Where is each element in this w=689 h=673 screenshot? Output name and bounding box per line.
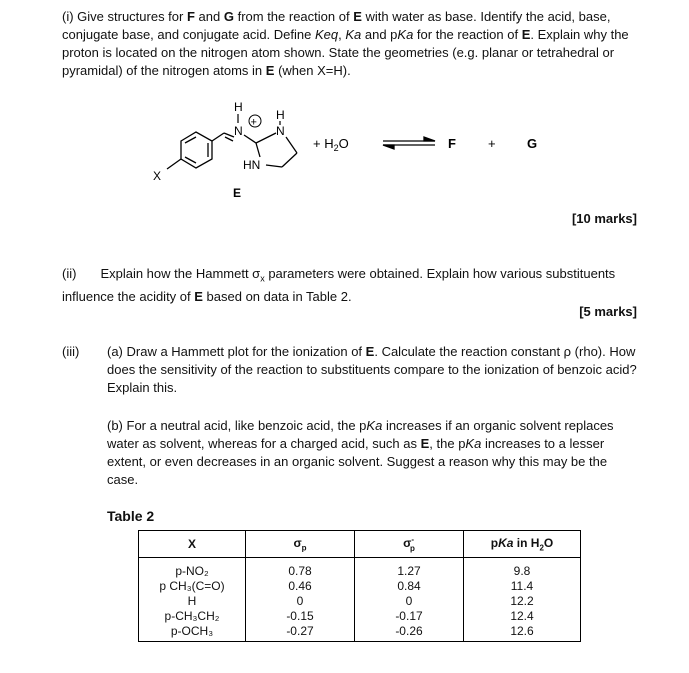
table-cell: 0.84 [397, 579, 421, 593]
table-title: Table 2 [107, 508, 155, 524]
table-cell: p-OCH₃ [170, 624, 214, 638]
table-body-row [139, 558, 581, 642]
label-E: E [265, 63, 275, 78]
label-E: E [521, 27, 531, 42]
question-iii-a-text [107, 343, 637, 397]
marks-ii: [5 marks] [579, 304, 637, 319]
table-cell: 1.27 [397, 564, 421, 578]
atom-h-right: H [276, 108, 285, 122]
charge-plus: + [250, 116, 257, 129]
atom-n-right: N [276, 124, 285, 138]
pka-term: Ka [397, 27, 414, 42]
ka-term: Ka [345, 27, 362, 42]
column-x-values [139, 558, 246, 642]
label-E: E [353, 9, 362, 24]
bond-x [167, 159, 181, 169]
keq-term: Keq [314, 27, 339, 42]
table-cell: p-NO₂ [175, 564, 209, 578]
table-cell: -0.26 [395, 624, 423, 638]
reaction-scheme [0, 85, 689, 295]
q1-text-and: and [194, 9, 224, 24]
question-iii-b-text [107, 417, 637, 489]
question-i-text [62, 8, 642, 80]
bond-n-c [244, 135, 256, 143]
q2-number: (ii) [62, 266, 77, 281]
q1-text-2: from the reaction of [233, 9, 354, 24]
q3b-text-1: (b) For a neutral acid, like benzoic acid, the p [107, 418, 367, 433]
label-E: E [194, 288, 203, 304]
q2-text-2: parameters were obtained. Explain how various substituents influence the acidity of [62, 266, 616, 304]
table-cell: p CH₃(C=O) [159, 579, 225, 593]
atom-h-top: H [234, 100, 243, 114]
table-cell: 11.4 [510, 579, 534, 593]
column-pka [464, 558, 581, 642]
plus-products: + [488, 136, 496, 151]
table-cell: 9.8 [513, 564, 531, 578]
table-cell: 12.6 [510, 624, 534, 638]
column-sigma-p-minus [355, 558, 464, 642]
benzene-ring [181, 132, 212, 168]
pka-term: Ka [366, 418, 383, 433]
bond-cn-double-1 [224, 133, 234, 137]
product-g: G [527, 136, 538, 151]
label-G: G [223, 9, 234, 24]
pka-term: Ka [465, 436, 482, 451]
table-cell: 0.78 [288, 564, 312, 578]
q1-text-1: (i) Give structures for [62, 9, 187, 24]
table-cell: H [187, 594, 197, 608]
compound-e-label: E [233, 186, 242, 200]
sigma-subscript: x [260, 273, 265, 284]
table-cell: -0.15 [286, 609, 314, 623]
q1-text-6: (when X=H). [274, 63, 351, 78]
table-cell: 0 [296, 594, 304, 608]
atom-x: X [153, 169, 162, 183]
bond-cn-double-2 [225, 137, 233, 141]
imidazoline-ring [256, 133, 297, 167]
label-E: E [365, 344, 375, 359]
q3-number: (iii) [62, 344, 80, 359]
table-cell: 0.46 [288, 579, 312, 593]
table-cell: 12.4 [510, 609, 534, 623]
q3b-text-2: increases if an organic solvent replaces water as solvent, whereas for a charged acid, such as [107, 418, 614, 451]
table-cell: 12.2 [510, 594, 534, 608]
header-x: X [139, 531, 246, 558]
q2-text-3: based on data in Table 2. [202, 288, 352, 304]
label-E: E [420, 436, 430, 451]
table-cell: -0.17 [395, 609, 423, 623]
column-sigma-p [246, 558, 355, 642]
header-sigma-p: $\sigma_p$ [246, 531, 355, 558]
q3b-text-4: increases to a lesser extent, or even decreases in an organic solvent. Suggest a reason why this may be the case. [107, 436, 608, 487]
plus-water: + $H_2O$ [313, 136, 349, 153]
label-F: F [186, 9, 195, 24]
table-cell: p-CH₃CH₂ [164, 609, 220, 623]
marks-i: [10 marks] [571, 211, 637, 226]
q3a-text-1: (a) Draw a Hammett plot for the ionization of [107, 344, 366, 359]
table-header-row [139, 531, 581, 558]
q1-text-3: with water as base. Identify the acid, base, conjugate base, and conjugate acid. Define [62, 9, 611, 42]
table-cell: 0 [405, 594, 413, 608]
product-f: F [448, 136, 456, 151]
q1-text-4: for the reaction of [413, 27, 522, 42]
q2-text-1: Explain how the Hammett σ [100, 266, 261, 281]
q1-comma: , [338, 27, 346, 42]
q3a-text-2: . Calculate the reaction constant ρ (rho). How does the sensitivity of the reaction to substituents compare to the ionization of benzoic acid? Explain this. [107, 344, 637, 395]
header-pka: pKa in $H_2O$ [464, 531, 581, 558]
bond-ch [212, 133, 224, 141]
q1-text-5: . Explain why the proton is located on the nitrogen atom shown. State the geometries (e.g. planar or tetrahedral or pyramidal) of the nitrogen atoms in [62, 27, 629, 78]
atom-hn: HN [243, 158, 261, 172]
atom-n-plus: N [234, 124, 243, 138]
header-sigma-p-minus: $\sigma^-_p$ [355, 531, 464, 558]
q3b-text-3: , the p [429, 436, 466, 451]
question-ii-text [62, 265, 642, 306]
hammett-table [138, 530, 581, 642]
equilibrium-arrow-icon [383, 137, 435, 149]
table-cell: -0.27 [286, 624, 314, 638]
q1-text-and-p: and p [361, 27, 398, 42]
